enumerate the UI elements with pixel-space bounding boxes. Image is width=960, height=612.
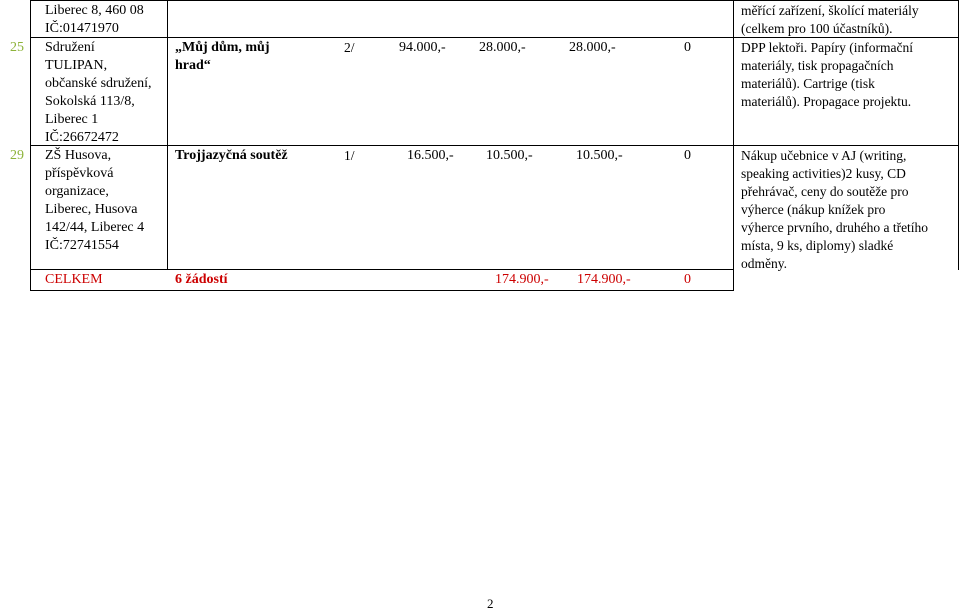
column-divider-description <box>733 0 734 290</box>
requested-amount: 16.500,- <box>407 148 454 163</box>
own-amount: 0 <box>684 148 691 163</box>
project-name: Trojjazyčná soutěž <box>175 148 288 163</box>
recommended-amount: 10.500,- <box>486 148 533 163</box>
row-divider-2 <box>30 145 959 146</box>
approved-amount: 10.500,- <box>576 148 623 163</box>
total-requested: 174.900,- <box>495 272 549 287</box>
total-approved: 174.900,- <box>577 272 631 287</box>
requested-amount: 94.000,- <box>399 40 446 55</box>
ratio-cell: 1/ <box>344 148 355 163</box>
total-own: 0 <box>684 272 691 287</box>
project-name: „Můj dům, můj hrad“ <box>175 40 270 73</box>
total-label: CELKEM <box>45 272 103 287</box>
approved-amount: 28.000,- <box>569 40 616 55</box>
row-number: 29 <box>10 148 24 163</box>
applicant-cell: ZŠ Husova, příspěvková organizace, Liberec, Husova 142/44, Liberec 4 IČ:72741554 <box>45 148 145 253</box>
table-bottom-border <box>30 290 734 291</box>
ratio-cell: 2/ <box>344 40 355 55</box>
total-count: 6 žádostí <box>175 272 228 287</box>
table-right-border <box>958 0 959 270</box>
applicant-cell: Liberec 8, 460 08 IČ:01471970 <box>45 3 144 36</box>
row-divider-3 <box>30 269 734 270</box>
description-cell: DPP lektoři. Papíry (informační materiály, tisk propagačních materiálů). Cartrige (tisk materiálů). Propagace projektu. <box>741 40 913 109</box>
applicant-cell: Sdružení TULIPAN, občanské sdružení, Sokolská 113/8, Liberec 1 IČ:26672472 <box>45 40 152 145</box>
row-number: 25 <box>10 40 24 55</box>
table-left-border <box>30 0 31 290</box>
description-cell: Nákup učebnice v AJ (writing, speaking activities)2 kusy, CD přehrávač, ceny do soutěže pro výherce (nákup knížek pro výherce prvního, druhého a třetího místa, 9 ks, diplomy) sladké odměny. <box>741 148 929 271</box>
own-amount: 0 <box>684 40 691 55</box>
recommended-amount: 28.000,- <box>479 40 526 55</box>
description-cell: měřící zařízení, školící materiály (celkem pro 100 účastníků). <box>741 3 919 36</box>
table-top-border <box>30 0 959 1</box>
page-number: 2 <box>487 596 494 611</box>
column-divider-applicant <box>167 0 168 270</box>
